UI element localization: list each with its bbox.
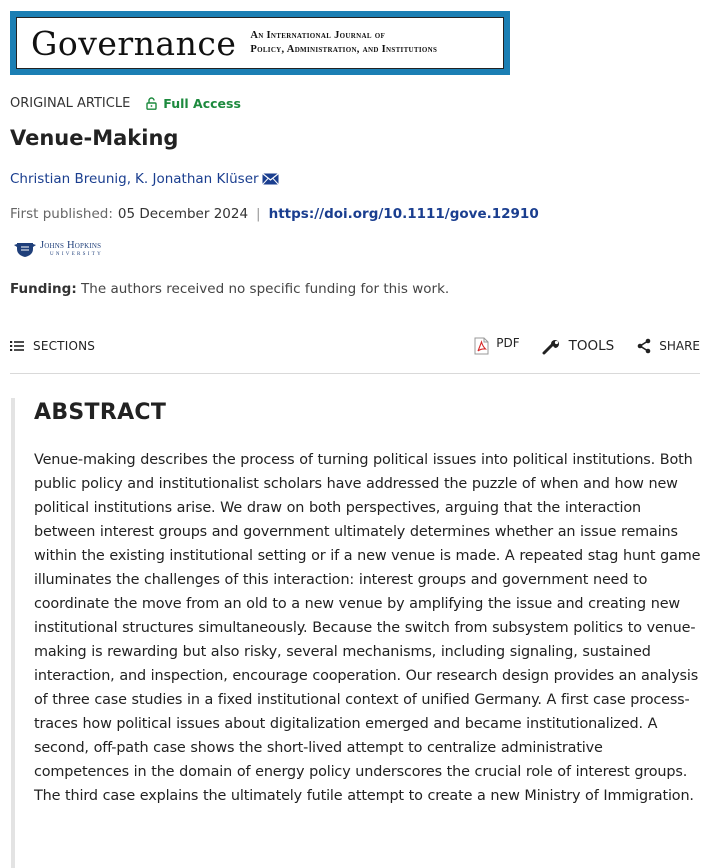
author-link-2[interactable]: K. Jonathan Klüser — [135, 171, 259, 187]
article-title: Venue-Making — [10, 126, 179, 150]
university-shield-icon — [14, 242, 36, 258]
envelope-icon[interactable] — [262, 173, 279, 185]
institution-logo-text — [40, 241, 103, 259]
institution-logo[interactable] — [14, 241, 103, 259]
funding-text: The authors received no specific funding for this work. — [81, 281, 450, 297]
abstract-section — [11, 398, 701, 868]
list-icon — [10, 340, 24, 352]
journal-banner-frame — [16, 17, 504, 69]
sections-button[interactable] — [10, 339, 95, 353]
pdf-label: PDF — [496, 336, 520, 350]
share-button[interactable] — [636, 338, 700, 354]
lock-open-icon — [146, 97, 157, 110]
pdf-file-icon — [474, 337, 489, 355]
article-meta-row — [10, 96, 241, 111]
pdf-button[interactable] — [474, 337, 519, 355]
first-published-date: 05 December 2024 — [117, 206, 249, 222]
journal-subtitle-line2: Policy, Administration, and Institutions — [250, 44, 438, 55]
article-type: ORIGINAL ARTICLE — [10, 96, 131, 111]
institution-logo-main: Johns Hopkins — [40, 240, 102, 251]
tools-label: TOOLS — [568, 338, 615, 354]
author-list — [10, 171, 279, 187]
sections-label: SECTIONS — [33, 339, 96, 353]
journal-name: Governance — [31, 23, 237, 63]
pipe-separator: | — [256, 206, 261, 222]
article-toolbar — [10, 331, 700, 361]
abstract-text: Venue-making describes the process of turning political issues into political institutions. Both public policy and institutionalist scholars have addressed the puzzle of when and how new political institutions arise. We draw on both perspectives, arguing that the interaction between interest groups and government ultimately determines whether an issue remains within the existing institutional setting or if a new venue is made. A repeated stag hunt game illuminates the challenges of this interaction: interest groups and government need to coordinate the move from an old to a new venue by amplifying the issue and creating new institutional structures simultaneously. Because the switch from subsystem politics to venue-making is rewarding but also risky, several mechanisms, including signaling, sustained interaction, and inspection, encourage cooperation. Our research design provides an analysis of three case studies in a fixed institutional context of unified Germany. A first case process-traces how political issues about digitalization emerged and became institutionalized. A second, off-path case shows the short-lived attempt to centralize administrative competences in the domain of energy policy underscores the crucial role of interest groups. The third case explains the ultimately futile attempt to create a new Ministry of Immigration. — [34, 452, 701, 804]
first-published-label: First published: — [10, 206, 113, 222]
journal-banner[interactable] — [10, 11, 510, 75]
access-badge — [146, 96, 241, 111]
funding-statement — [10, 281, 449, 297]
share-icon — [636, 338, 652, 354]
institution-logo-sub: UNIVERSITY — [50, 252, 103, 257]
author-link-1[interactable]: Christian Breunig — [10, 171, 127, 187]
journal-subtitle-line1: An International Journal of — [250, 30, 386, 41]
access-label: Full Access — [163, 96, 241, 111]
share-label: SHARE — [659, 339, 700, 353]
funding-label: Funding: — [10, 281, 77, 297]
doi-link[interactable]: https://doi.org/10.1111/gove.12910 — [268, 206, 539, 222]
toolbar-actions — [452, 337, 700, 355]
wrench-icon — [542, 337, 562, 355]
author-separator: , — [126, 171, 132, 187]
journal-subtitle — [250, 29, 437, 57]
abstract-heading: ABSTRACT — [34, 400, 167, 425]
toolbar-divider — [10, 373, 700, 374]
publication-info — [10, 206, 539, 222]
tools-button[interactable] — [542, 337, 615, 355]
